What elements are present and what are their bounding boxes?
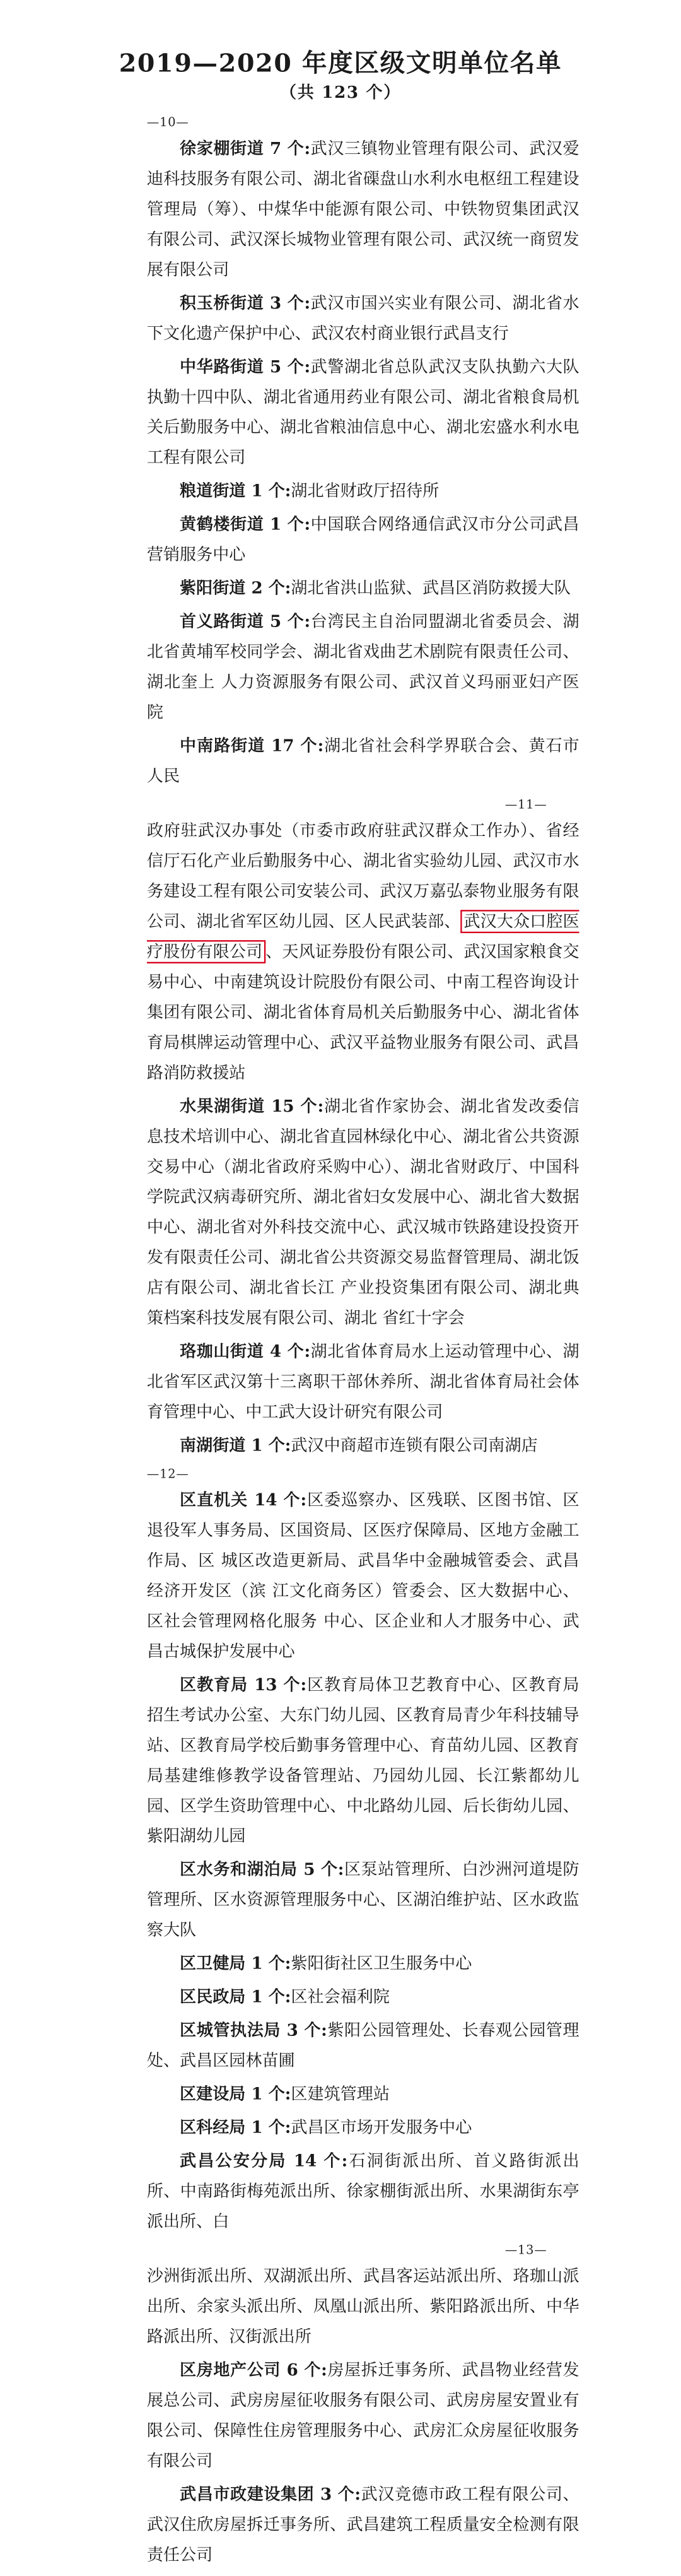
entry-text: 区建筑管理站 [291,2085,390,2104]
entry-gongan-continued [147,2261,579,2352]
entry-head: 中华路街道 5 个: [180,357,311,377]
entry-head: 区城管执法局 3 个: [180,2021,327,2040]
entry-chengguan [147,2016,579,2076]
entry-text: 武汉竞德市政工程有限公司、武汉住欣房屋拆迁事务所、武昌建筑工程质量安全检测有限责任公司 [146,2485,579,2565]
entry-jianshe [147,2079,579,2110]
entry-weijian [147,1949,579,1979]
entry-head: 区民政局 1 个: [180,1987,291,2007]
entry-text: 紫阳街社区卫生服务中心 [291,1954,472,1973]
entry-text: 区委巡察办、区残联、区图书馆、区退役军人事务局、区国资局、区医疗保障局、区地方金融工作局、区 城区改造更新局、武昌华中金融城管委会、武昌经济开发区（滨 江文化商务区）管委会、区大数据中心、区社会管理网格化服务 中心、区企业和人才服务中心、武昌古城保护发展中心 [146,1490,579,1661]
entry-jiyuqiao [147,288,579,349]
entry-head: 区直机关 14 个: [180,1490,307,1510]
entry-liangdao [147,476,579,507]
entry-text: 台湾民主自治同盟湖北省委员会、湖北省黄埔军校同学会、湖北省戏曲艺术剧院有限责任公司、湖北奎上 人力资源服务有限公司、武汉首义玛丽亚妇产医院 [146,612,579,722]
entry-zhonghualu [147,352,579,473]
entry-head: 区水务和湖泊局 5 个: [180,1860,344,1879]
entry-text: 湖北省洪山监狱、武昌区消防救援大队 [291,579,571,598]
entry-shouyilu [147,607,579,728]
page-number: —12— [146,1467,189,1481]
entry-nanhu [147,1431,579,1461]
entry-text: 区教育局体卫艺教育中心、区教育局招生考试办公室、大东门幼儿园、区教育局青少年科技辅导站、区教育局学校后勤事务管理中心、育苗幼儿园、区教育局基建维修教学设备管理站、乃园幼儿园、长江紫都幼儿园、区学生资助管理中心、中北路幼儿园、后长街幼儿园、紫阳湖幼儿园 [146,1675,579,1846]
entry-head: 区教育局 13 个: [180,1675,307,1695]
entry-text: 紫阳公园管理处、长春观公园管理处、武昌区园林苗圃 [146,2021,579,2071]
entry-text: 房屋拆迁事务所、武昌物业经营发展总公司、武房房屋征收服务有限公司、武房房屋安置业有限公司、保障性住房管理服务中心、武房汇众房屋征收服务有限公司 [146,2360,579,2471]
entry-head: 武昌公安分局 14 个: [180,2151,348,2171]
entry-head: 粮道街道 1 个: [180,481,291,501]
entry-head: 徐家棚街道 7 个: [180,139,311,158]
entry-zhongnanlu [147,731,579,792]
entry-shuiwu [147,1855,579,1946]
entry-text: 湖北省社会科学界联合会、黄石市人民 [146,736,579,786]
entry-text: 区泵站管理所、白沙洲河道堤防管理所、区水资源管理服务中心、区湖泊维护站、区水政监察大队 [146,1860,579,1940]
entry-text: 、天风证券股份有限公司、武汉国家粮食交易中心、中南建筑设计院股份有限公司、中南工程咨询设计集团有限公司、湖北省体育局机关后勤服务中心、湖北省体育局棋牌运动管理中心、武汉平益物业服务有限公司、武昌路消防救援站 [146,942,579,1083]
entry-text: 中国联合网络通信武汉市分公司武昌营销服务中心 [146,515,579,565]
entry-minzheng [147,1982,579,2013]
highlighted-unit: 武汉大众口腔医疗股份有限公司 [147,910,579,963]
entry-luojiashan [147,1337,579,1428]
page-number: —11— [504,797,547,812]
entry-head: 南湖街道 1 个: [180,1435,291,1456]
page-number: —10— [146,115,189,130]
document-page [54,0,627,2565]
entry-text: 武昌区市场开发服务中心 [291,2118,472,2138]
entry-text: 湖北省体育局水上运动管理中心、湖北省军区武汉第十三离职干部休养所、湖北省体育局社会体育管理中心、中工武大设计研究有限公司 [146,1342,579,1422]
entry-text: 湖北省财政厅招待所 [291,481,439,501]
document-title: 2019—2020 年度区级文明单位名单 [119,49,562,78]
entry-text: 沙洲街派出所、双湖派出所、武昌客运站派出所、珞珈山派出所、余家头派出所、凤凰山派出所、紫阳路派出所、中华路派出所、汉街派出所 [146,2266,579,2346]
entry-head: 水果湖街道 15 个: [180,1097,324,1116]
entry-head: 区卫健局 1 个: [180,1954,291,1973]
entry-head: 黄鹤楼街道 1 个: [180,515,311,534]
page-number: —13— [504,2243,547,2257]
entry-text: 政府驻武汉办事处（市委市政府驻武汉群众工作办）、省经信厅石化产业后勤服务中心、湖北省实验幼儿园、武汉市水务建设工程有限公司安装公司、武汉万嘉弘泰物业服务有限公司、湖北省军区幼儿园、区人民武装部、 [146,821,579,931]
entry-head: 区房地产公司 6 个: [180,2360,327,2380]
entry-head: 武昌市政建设集团 3 个: [180,2485,361,2504]
entry-head: 区建设局 1 个: [180,2085,291,2104]
entry-qu-zhi-jiguan [147,1485,579,1667]
entry-shizheng [147,2479,579,2570]
entry-head: 中南路街道 17 个: [180,736,324,756]
entry-gongan [147,2146,579,2237]
entry-xujiapeng [147,134,579,285]
entry-jiaoyuju [147,1670,579,1852]
entry-head: 紫阳街道 2 个: [180,579,291,598]
entry-head: 珞珈山街道 4 个: [180,1342,311,1362]
entry-kejing [147,2113,579,2143]
entry-text: 石洞街派出所、首义路街派出所、中南路街梅苑派出所、徐家棚街派出所、水果湖街东亭派出所、白 [146,2151,579,2232]
entry-shuiguohu [147,1091,579,1334]
entry-text: 区社会福利院 [291,1987,390,2007]
entry-head: 积玉桥街道 3 个: [180,293,311,313]
entry-text: 武警湖北省总队武汉支队执勤六大队执勤十四中队、湖北省通用药业有限公司、湖北省粮食局机关后勤服务中心、湖北省粮油信息中心、湖北宏盛水利水电工程有限公司 [146,357,579,468]
entry-text: 武汉中商超市连锁有限公司南湖店 [291,1435,538,1456]
entry-ziyang [147,573,579,604]
entry-head: 区科经局 1 个: [180,2118,291,2138]
entry-fangdichan [147,2355,579,2476]
entry-text: 湖北省作家协会、湖北省发改委信息技术培训中心、湖北省直园林绿化中心、湖北省公共资源交易中心（湖北省政府采购中心）、湖北省财政厅、中国科学院武汉病毒研究所、湖北省妇女发展中心、湖北省大数据中心、湖北省对外科技交流中心、武汉城市铁路建设投资开发有限责任公司、湖北省公共资源交易监督管理局、湖北饭店有限公司、湖北省长江 产业投资集团有限公司、湖北典策档案科技发展有限公司、湖北 省红十字会 [146,1097,579,1328]
entry-text: 武汉三镇物业管理有限公司、武汉爱迪科技服务有限公司、湖北省磲盘山水利水电枢纽工程建设管理局（筹）、中煤华中能源有限公司、中铁物贸集团武汉有限公司、武汉深长城物业管理有限公司、武汉统一商贸发展有限公司 [146,139,579,279]
entry-text: 武汉市国兴实业有限公司、湖北省水下文化遗产保护中心、武汉农村商业银行武昌支行 [146,293,579,343]
document-subtitle: （共 123 个） [279,83,402,102]
entry-head: 首义路街道 5 个: [180,612,311,632]
entry-huanghelou [147,510,579,570]
entry-zhongnanlu-continued [147,816,579,1088]
